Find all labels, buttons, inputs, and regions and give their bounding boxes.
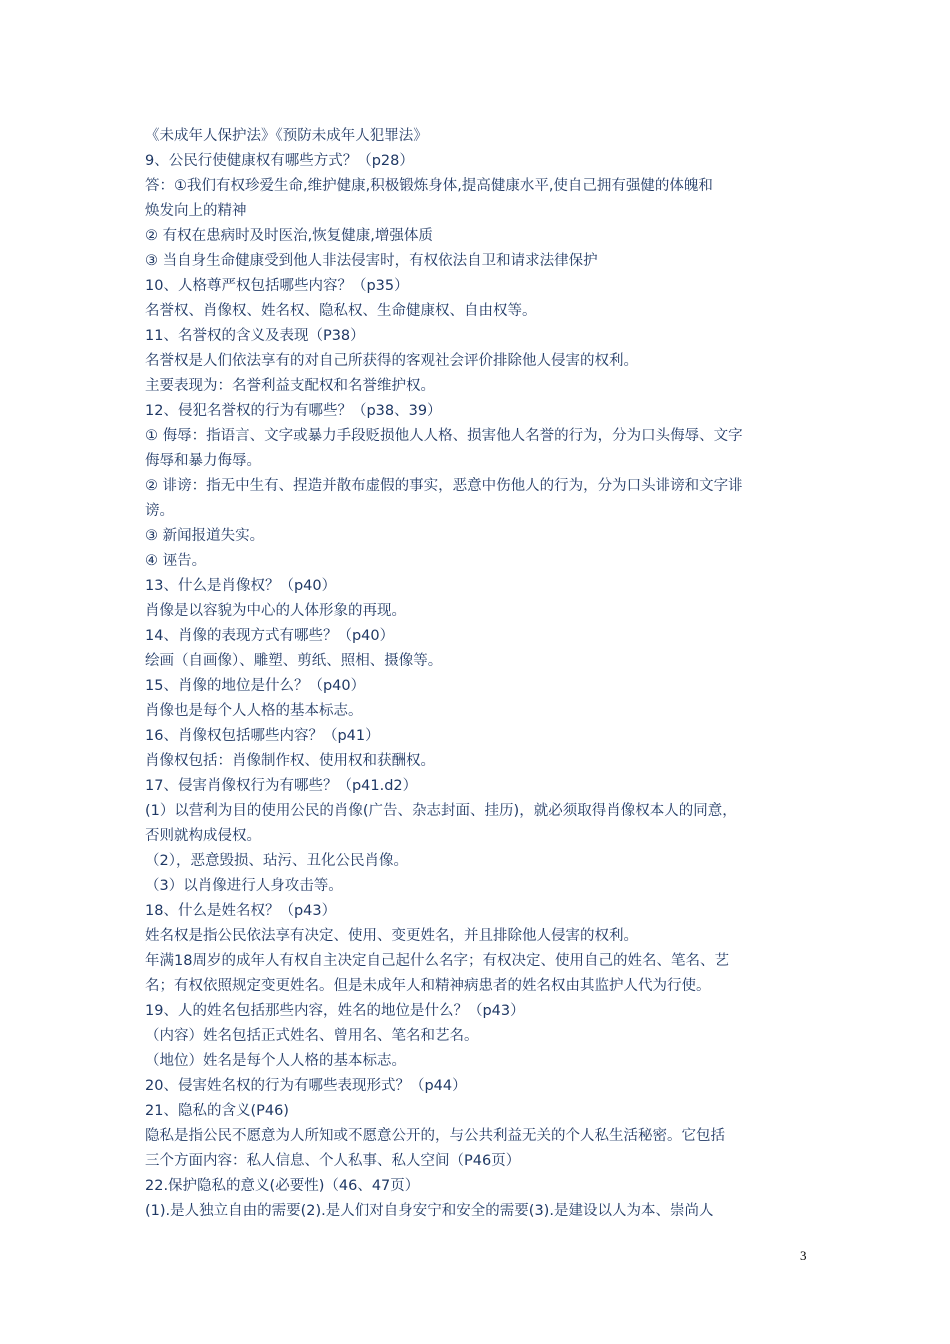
text-line: 绘画（自画像）、雕塑、剪纸、照相、摄像等。	[145, 653, 443, 669]
text-line: 22.保护隐私的意义(必要性)（46、47页）	[145, 1178, 420, 1194]
text-line: （地位）姓名是每个人人格的基本标志。	[145, 1053, 406, 1069]
text-line: 15、肖像的地位是什么？（p40）	[145, 678, 366, 694]
text-line: 名誉权、肖像权、姓名权、隐私权、生命健康权、自由权等。	[145, 303, 537, 319]
text-line: 隐私是指公民不愿意为人所知或不愿意公开的，与公共利益无关的个人私生活秘密。它包括	[145, 1128, 725, 1144]
text-line: 年满18周岁的成年人有权自主决定自己起什么名字；有权决定、使用自己的姓名、笔名、艺	[145, 953, 729, 969]
text-line: （3）以肖像进行人身攻击等。	[145, 878, 343, 894]
text-line: 肖像是以容貌为中心的人体形象的再现。	[145, 603, 406, 619]
text-line: ④ 诬告。	[145, 553, 207, 569]
document-body	[145, 124, 815, 1224]
text-line: （内容）姓名包括正式姓名、曾用名、笔名和艺名。	[145, 1028, 479, 1044]
text-line: 《未成年人保护法》《预防未成年人犯罪法》	[145, 128, 428, 144]
text-line: ① 侮辱：指语言、文字或暴力手段贬损他人人格、损害他人名誉的行为，分为口头侮辱、文字	[145, 428, 743, 444]
text-line: 名誉权是人们依法享有的对自己所获得的客观社会评价排除他人侵害的权利。	[145, 353, 638, 369]
text-line: 10、人格尊严权包括哪些内容？（p35）	[145, 278, 409, 294]
text-line: 17、侵害肖像权行为有哪些？（p41.d2）	[145, 778, 418, 794]
text-line: 9、公民行使健康权有哪些方式？（p28）	[145, 153, 414, 169]
text-line: (1）以营利为目的使用公民的肖像(广告、杂志封面、挂历)，就必须取得肖像权本人的同意，	[145, 803, 737, 819]
text-line: 18、什么是姓名权？（p43）	[145, 903, 337, 919]
text-line: 否则就构成侵权。	[145, 828, 261, 844]
text-line: 谤。	[145, 503, 174, 519]
text-line: 三个方面内容：私人信息、个人私事、私人空间（P46页）	[145, 1153, 521, 1169]
text-line: 主要表现为：名誉利益支配权和名誉维护权。	[145, 378, 435, 394]
text-line: 焕发向上的精神	[145, 203, 247, 219]
text-line: 20、侵害姓名权的行为有哪些表现形式？（p44）	[145, 1078, 467, 1094]
text-line: ② 有权在患病时及时医治,恢复健康,增强体质	[145, 228, 433, 244]
text-line: 12、侵犯名誉权的行为有哪些？（p38、39）	[145, 403, 442, 419]
text-line: 13、什么是肖像权？（p40）	[145, 578, 337, 594]
text-line: 答：①我们有权珍爱生命,维护健康,积极锻炼身体,提高健康水平,使自己拥有强健的体魄和	[145, 178, 713, 194]
page-number: 3	[800, 1248, 807, 1263]
text-line: 19、人的姓名包括那些内容，姓名的地位是什么？（p43）	[145, 1003, 525, 1019]
text-line: 肖像也是每个人人格的基本标志。	[145, 703, 363, 719]
text-line: 16、肖像权包括哪些内容？（p41）	[145, 728, 380, 744]
text-line: ③ 新闻报道失实。	[145, 528, 265, 544]
text-line: 14、肖像的表现方式有哪些？（p40）	[145, 628, 395, 644]
text-line: 肖像权包括：肖像制作权、使用权和获酬权。	[145, 753, 435, 769]
text-line: 名；有权依照规定变更姓名。但是未成年人和精神病患者的姓名权由其监护人代为行使。	[145, 978, 711, 994]
text-line: 侮辱和暴力侮辱。	[145, 453, 261, 469]
text-line: ③ 当自身生命健康受到他人非法侵害时，有权依法自卫和请求法律保护	[145, 253, 598, 269]
text-line: (1).是人独立自由的需要(2).是人们对自身安宁和安全的需要(3).是建设以人为本、崇尚人	[145, 1203, 714, 1219]
text-line: 21、隐私的含义(P46)	[145, 1103, 289, 1119]
text-line: 姓名权是指公民依法享有决定、使用、变更姓名，并且排除他人侵害的权利。	[145, 928, 638, 944]
text-line: ② 诽谤：指无中生有、捏造并散布虚假的事实，恶意中伤他人的行为，分为口头诽谤和文字诽	[145, 478, 743, 494]
text-line: （2），恶意毁损、玷污、丑化公民肖像。	[145, 853, 408, 869]
text-line: 11、名誉权的含义及表现（P38）	[145, 328, 365, 344]
